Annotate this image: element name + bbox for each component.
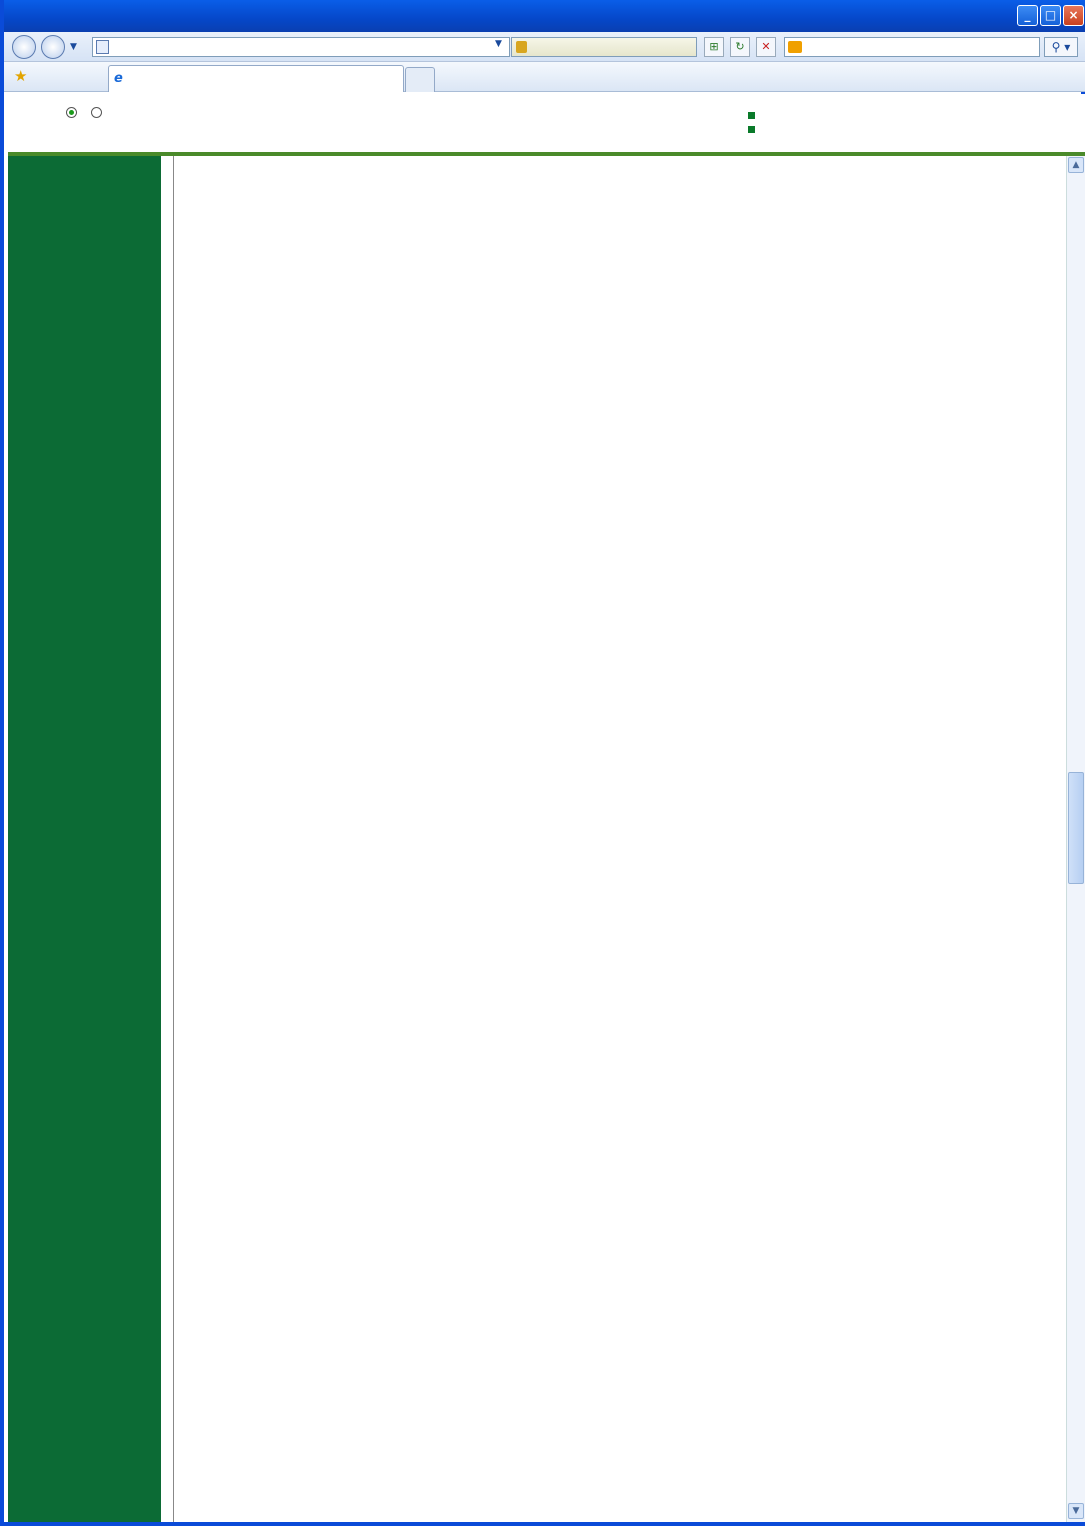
url-input[interactable]: [92, 37, 510, 57]
close-button[interactable]: ×: [1063, 5, 1084, 26]
auto-logout-off-radio[interactable]: [91, 107, 102, 118]
logout-link[interactable]: [748, 124, 757, 138]
back-button[interactable]: [12, 35, 36, 59]
refresh-icon[interactable]: ↻: [730, 37, 750, 57]
search-input[interactable]: [784, 37, 1040, 57]
sidebar: [8, 156, 161, 1522]
browser-tab-active[interactable]: [108, 65, 404, 92]
ie-logo-icon: [10, 7, 26, 23]
stop-icon[interactable]: ✕: [756, 37, 776, 57]
favorites-star-icon[interactable]: ★: [14, 67, 28, 85]
minimize-button[interactable]: _: [1017, 5, 1038, 26]
forward-button[interactable]: [41, 35, 65, 59]
help-link[interactable]: [748, 110, 757, 124]
security-report-button[interactable]: [511, 37, 697, 57]
scroll-up-icon[interactable]: ▲: [1068, 157, 1084, 173]
lock-icon: [516, 41, 527, 53]
scroll-down-icon[interactable]: ▼: [1068, 1503, 1084, 1519]
scroll-thumb[interactable]: [1068, 772, 1084, 884]
url-dropdown-icon[interactable]: ▼: [495, 39, 502, 49]
auto-logout-on-radio[interactable]: [66, 107, 77, 118]
new-tab-button[interactable]: [405, 67, 435, 92]
address-toolbar: [4, 32, 1085, 62]
vertical-scrollbar[interactable]: [1066, 156, 1085, 1522]
site-header: [8, 94, 1085, 156]
settlement-table-area: [161, 156, 1066, 1522]
compatibility-view-icon[interactable]: ⊞: [704, 37, 724, 57]
table-left-border: [173, 156, 174, 1522]
title-bar: [4, 0, 1085, 32]
maximize-button[interactable]: □: [1040, 5, 1061, 26]
bing-icon: [788, 41, 802, 53]
auto-logout-options: [8, 106, 163, 120]
help-links: [748, 110, 757, 138]
auto-logout-panel: [8, 94, 163, 152]
history-dropdown-icon[interactable]: ▼: [70, 42, 77, 52]
tab-page-icon: e: [114, 71, 123, 86]
favorites-bar: [4, 62, 1085, 92]
page-icon: [96, 40, 109, 54]
search-button[interactable]: ⚲ ▾: [1044, 37, 1078, 57]
